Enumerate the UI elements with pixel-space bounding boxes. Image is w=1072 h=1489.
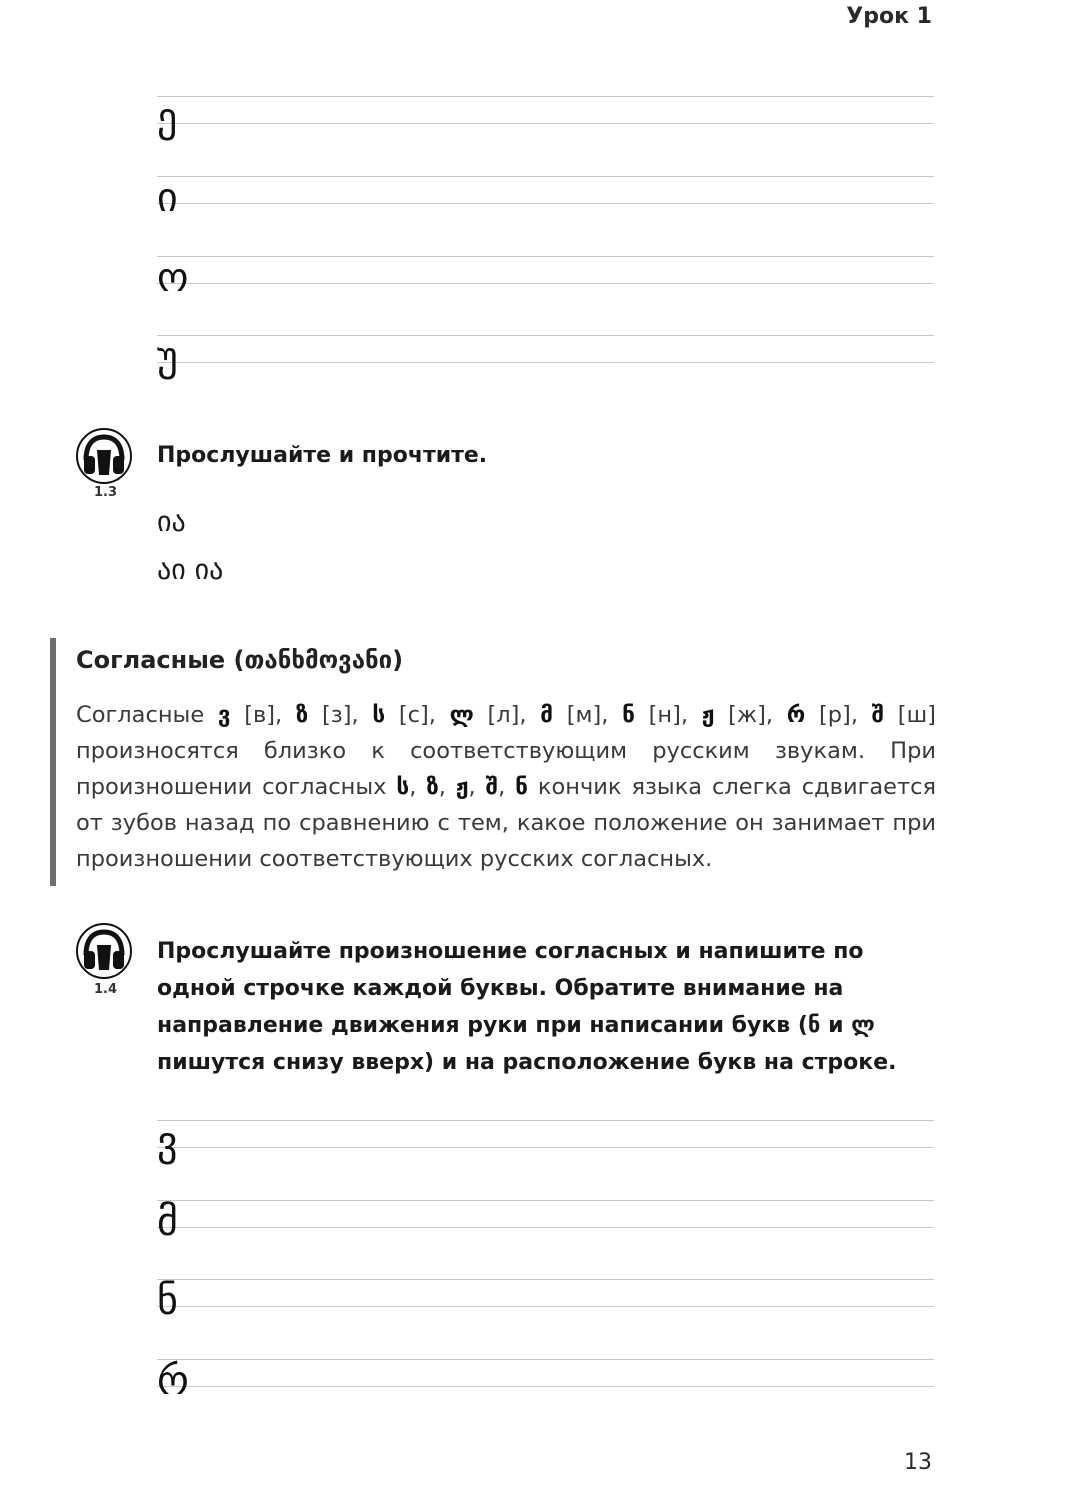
practice-row-vowel-4[interactable] — [157, 334, 934, 380]
practice-letter: მ — [157, 1199, 178, 1245]
ruled-line — [157, 123, 934, 124]
practice-letter: ო — [157, 255, 189, 301]
info-paragraph: Согласные ვ [в], ზ [з], ს [с], ლ [л], მ [м], ნ [н], ჟ [ж], რ [р], შ [ш] произносятся близко к соответствующим русским звукам. При произношении согласных ს, ზ, ჟ, შ, ნ кончик языка слегка сдвигается от зубов назад по сравнению с тем, какое положение он занимает при произношении соответствующих русских согласных. — [76, 702, 937, 872]
ruled-line — [157, 1200, 934, 1201]
ruled-line — [157, 1227, 934, 1228]
ruled-line — [157, 96, 934, 97]
track-number: 1.4 — [94, 982, 118, 997]
practice-letter: ი — [157, 175, 178, 221]
practice-letter: ე — [157, 95, 178, 141]
lesson-header: Урок 1 — [846, 4, 932, 29]
ruled-line — [157, 1359, 934, 1360]
ruled-line — [157, 1147, 934, 1148]
ruled-line — [157, 283, 934, 284]
ruled-line — [157, 362, 934, 363]
ruled-line — [157, 335, 934, 336]
ruled-line — [157, 1279, 934, 1280]
practice-letter: ნ — [157, 1278, 178, 1324]
headphones-icon[interactable] — [76, 923, 132, 979]
info-title: Согласные (თანხმოვანი) — [76, 646, 404, 674]
track-number: 1.3 — [94, 485, 118, 500]
ruled-line — [157, 1120, 934, 1121]
practice-row-consonant-4[interactable] — [157, 1358, 934, 1404]
exercise-instruction: Прослушайте и прочтите. — [157, 443, 488, 468]
practice-row-vowel-1[interactable] — [157, 95, 934, 141]
headphones-icon[interactable] — [76, 428, 132, 484]
practice-row-vowel-3[interactable] — [157, 255, 934, 301]
reading-line: ია — [157, 505, 186, 538]
ruled-line — [157, 256, 934, 257]
page-number: 13 — [904, 1450, 932, 1475]
practice-row-consonant-1[interactable] — [157, 1119, 934, 1165]
practice-letter: უ — [157, 334, 178, 380]
practice-letter: ვ — [157, 1119, 178, 1165]
practice-row-consonant-2[interactable] — [157, 1199, 934, 1245]
ruled-line — [157, 203, 934, 204]
ruled-line — [157, 1306, 934, 1307]
reading-line: აი ია — [157, 553, 224, 586]
practice-row-consonant-3[interactable] — [157, 1278, 934, 1324]
practice-row-vowel-2[interactable] — [157, 175, 934, 221]
exercise-instruction: Прослушайте произношение согласных и напишите по одной строчке каждой буквы. Обратите внимание на направление движения руки при написании букв (ნ и ლ пишутся снизу вверх) и на расположение букв на строке. — [157, 939, 897, 1075]
ruled-line — [157, 1386, 934, 1387]
ruled-line — [157, 176, 934, 177]
info-sidebar-bar — [50, 638, 56, 886]
practice-letter: რ — [157, 1358, 189, 1404]
